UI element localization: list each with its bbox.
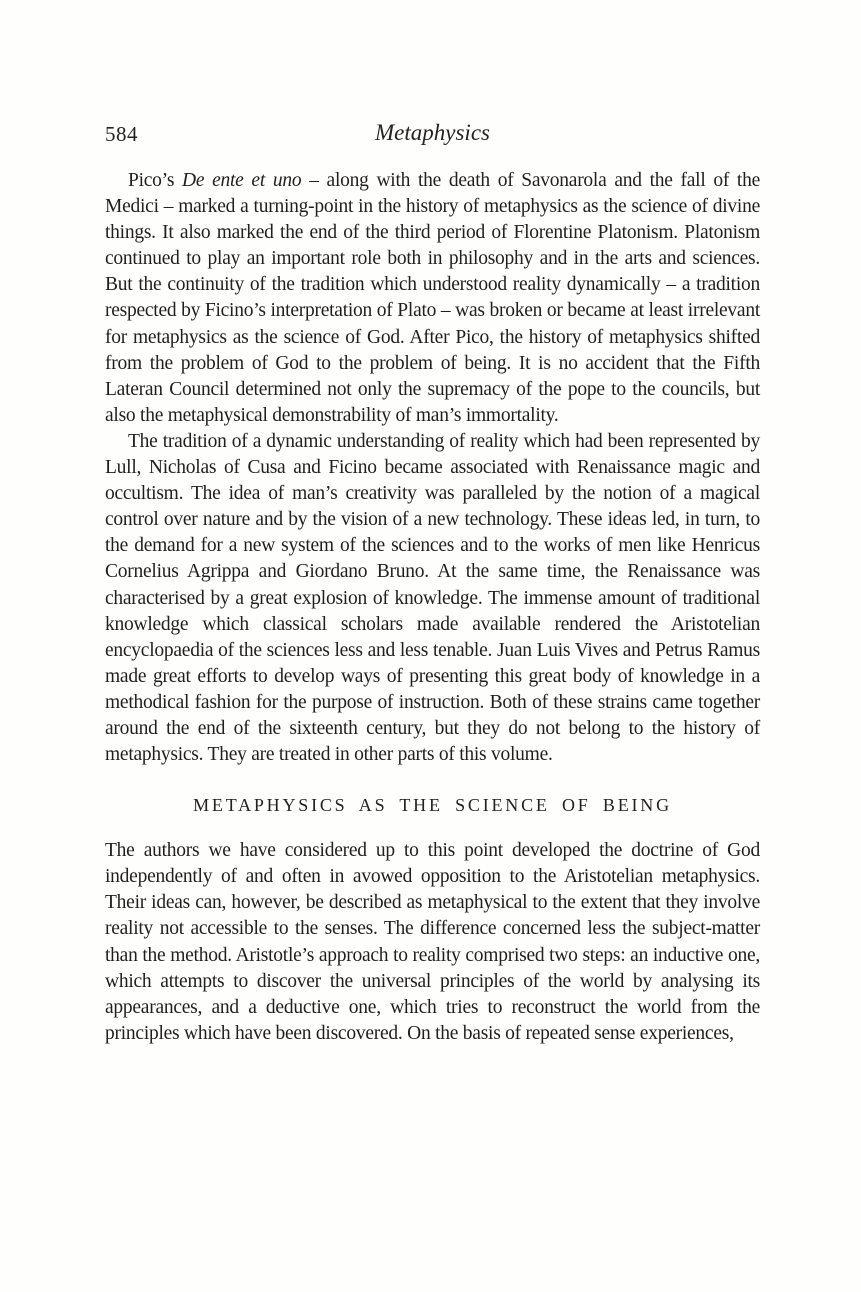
page-number: 584 [105,122,138,146]
italic-phrase: De ente et uno [182,170,302,191]
paragraph-text: The tradition of a dynamic understanding of reality which had been represented by Lull, Nicholas of Cusa and Ficino became associated with Renaissance magic and occultism. The idea of man’s creativity was paralleled by the notion of a magical control over nature and by the vision of a new technology. These ideas led, in turn, to the demand for a new system of the sciences and to the works of men like Henricus Cornelius Agrippa and Giordano Bruno. At the same time, the Renaissance was characterised by a great explosion of knowledge. The immense amount of traditional knowledge which classical scholars made available rendered the Aristotelian encyclopaedia of the sciences less and less tenable. Juan Luis Vives and Petrus Ramus made great efforts to develop ways of presenting this great body of knowledge in a methodical fashion for the purpose of instruction. Both of these strains came together around the end of the sixteenth century, but they do not belong to the history of metaphysics. They are treated in other parts of this volume. [105,430,760,766]
paragraph-text: Pico’s [128,170,183,191]
body-paragraph [105,168,760,429]
body-paragraph [105,429,760,768]
paragraph-text: The authors we have considered up to this point developed the doctrine of God independently of and often in avowed opposition to the Aristotelian metaphysics. Their ideas can, however, be described as metaphysical to the extent that they involve reality not accessible to the senses. The difference concerned less the subject-matter than the method. Aristotle’s approach to reality comprised two steps: an inductive one, which attempts to discover the universal principles of the world by analysing its appearances, and a deductive one, which tries to reconstruct the world from the principles which have been discovered. On the basis of repeated sense experiences, [105,840,760,1044]
running-header [105,120,760,150]
running-head-title: Metaphysics [375,120,490,145]
text-block [105,168,760,1047]
body-paragraph [105,838,760,1047]
paragraph-text: – along with the death of Savonarola and the fall of the Medici – marked a turning-point in the history of metaphysics as the science of divine things. It also marked the end of the third period of Florentine Platonism. Platonism continued to play an important role both in philosophy and in the arts and sciences. But the continuity of the tradition which understood reality dynamically – a tradition respected by Ficino’s interpretation of Plato – was broken or became at least irrelevant for metaphysics as the science of God. After Pico, the history of metaphysics shifted from the problem of God to the problem of being. It is no accident that the Fifth Lateran Council determined not only the supremacy of the pope to the councils, but also the metaphysical demonstrability of man’s immortality. [105,170,760,426]
section-heading: METAPHYSICS AS THE SCIENCE OF BEING [193,795,672,816]
